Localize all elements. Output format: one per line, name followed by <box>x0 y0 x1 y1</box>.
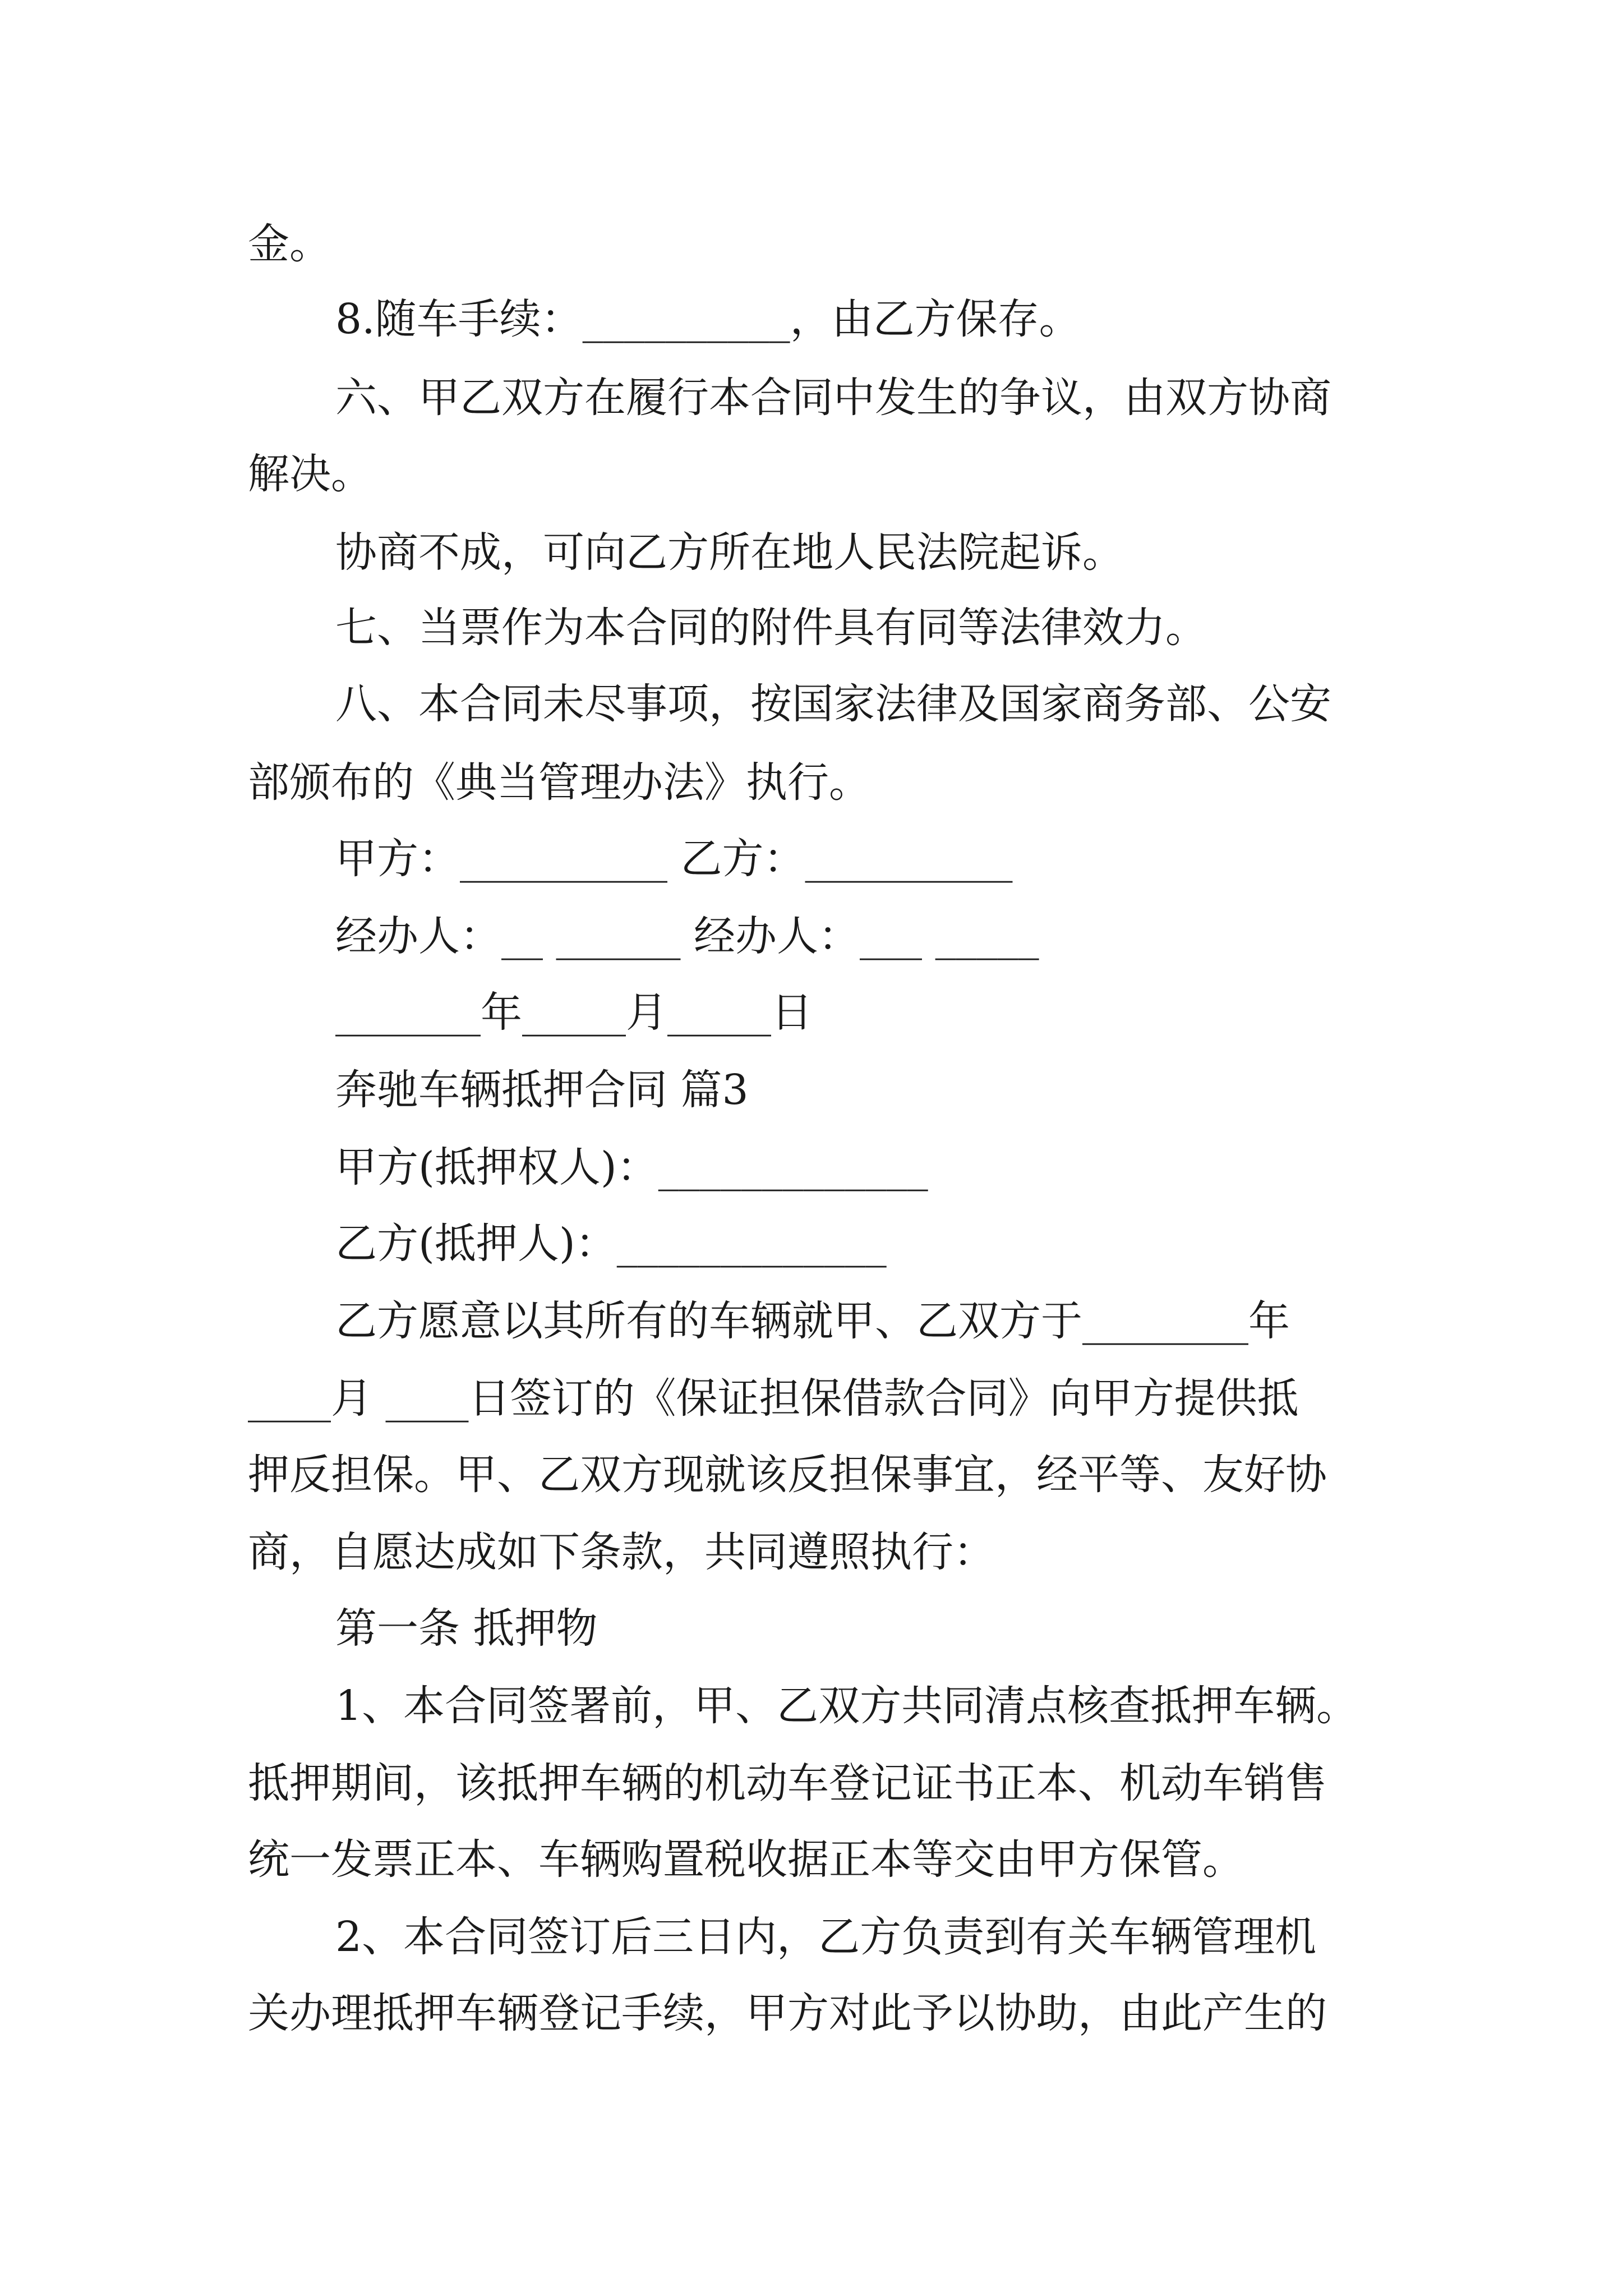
text-line: 乙方(抵押人)：_____________ <box>335 1220 887 1268</box>
text-line: 六、甲乙双方在履行本合同中发生的争议，由双方协商 <box>335 374 1331 422</box>
article-heading: 第一条 抵押物 <box>335 1604 598 1653</box>
text-line: 2、本合同签订后三日内，乙方负责到有关车辆管理机 <box>335 1913 1317 1961</box>
text-line: 商，自愿达成如下条款，共同遵照执行： <box>248 1528 995 1576</box>
text-line: 押反担保。甲、乙双方现就该反担保事宜，经平等、友好协 <box>248 1451 1327 1499</box>
text-line: 抵押期间，该抵押车辆的机动车登记证书正本、机动车销售 <box>248 1759 1327 1807</box>
text-line: 七、当票作为本合同的附件具有同等法律效力。 <box>335 604 1207 652</box>
text-line: 部颁布的《典当管理办法》执行。 <box>248 758 870 807</box>
text-line: 解决。 <box>248 450 372 498</box>
text-line: 金。 <box>248 220 331 268</box>
section-heading: 奔驰车辆抵押合同 篇3 <box>335 1066 749 1114</box>
text-line: 统一发票正本、车辆购置税收据正本等交由甲方保管。 <box>248 1835 1244 1884</box>
text-line: 甲方：__________ 乙方：__________ <box>335 835 1013 883</box>
text-line: _______年_____月_____日 <box>335 988 813 1037</box>
text-line: 1、本合同签署前，甲、乙双方共同清点核查抵押车辆。 <box>335 1682 1358 1730</box>
text-line: 经办人：__ ______ 经办人：___ _____ <box>335 912 1039 960</box>
text-line: 甲方(抵押权人)：_____________ <box>335 1143 928 1191</box>
text-line: 关办理抵押车辆登记手续，甲方对此予以协助，由此产生的 <box>248 1989 1327 2037</box>
text-line: ____月 ____日签订的《保证担保借款合同》向甲方提供抵 <box>248 1374 1299 1423</box>
text-line: 协商不成，可向乙方所在地人民法院起诉。 <box>335 528 1124 577</box>
text-line: 八、本合同未尽事项，按国家法律及国家商务部、公安 <box>335 680 1331 728</box>
text-line: 乙方愿意以其所有的车辆就甲、乙双方于________年 <box>335 1297 1290 1345</box>
text-line: 8.随车手续：__________，由乙方保存。 <box>335 295 1081 343</box>
